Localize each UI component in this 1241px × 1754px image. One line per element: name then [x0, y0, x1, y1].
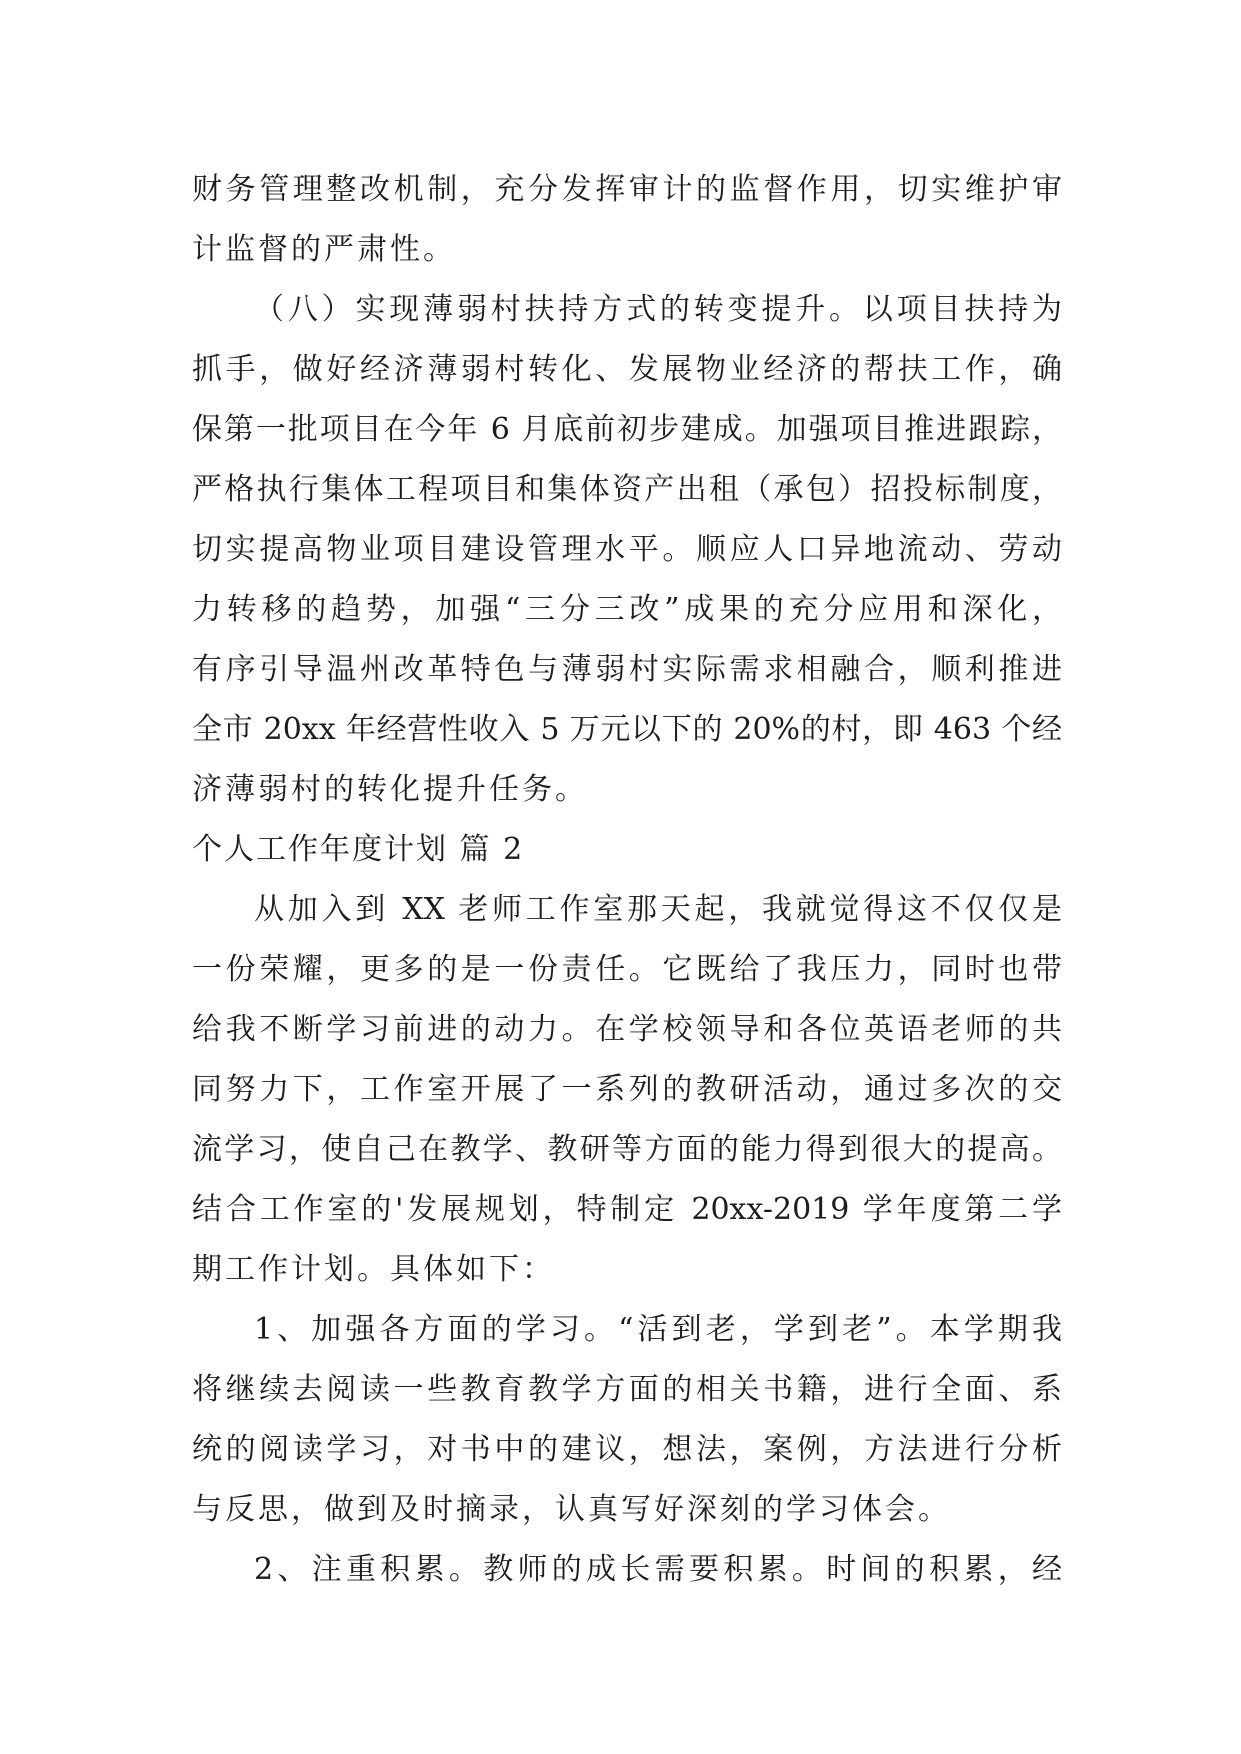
- text-line: 济薄弱村的转化提升任务。: [192, 772, 588, 807]
- text-line: 2、注重积累。教师的成长需要积累。时间的积累，经: [254, 1552, 1062, 1587]
- text-line: （八）实现薄弱村扶持方式的转变提升。以项目扶持为: [254, 292, 1062, 327]
- text-line: 1、加强各方面的学习。“活到老，学到老”。本学期我: [254, 1312, 1062, 1347]
- text-line: 给我不断学习前进的动力。在学校领导和各位英语老师的共: [192, 1012, 1062, 1047]
- text-line: 从加入到 XX 老师工作室那天起，我就觉得这不仅仅是: [254, 892, 1062, 927]
- text-line: 结合工作室的'发展规划，特制定 20xx-2019 学年度第二学: [192, 1192, 1062, 1227]
- text-line: 严格执行集体工程项目和集体资产出租（承包）招投标制度，: [192, 472, 1062, 507]
- paragraph-item-1: [192, 1300, 1062, 1540]
- text-line: 力转移的趋势，加强“三分三改”成果的充分应用和深化，: [192, 592, 1062, 627]
- text-line: 将继续去阅读一些教育教学方面的相关书籍，进行全面、系: [192, 1372, 1062, 1407]
- text-line: 保第一批项目在今年 6 月底前初步建成。加强项目推进跟踪，: [192, 412, 1062, 447]
- text-line: 流学习，使自己在教学、教研等方面的能力得到很大的提高。: [192, 1132, 1062, 1167]
- heading-text: 个人工作年度计划 篇 2: [192, 832, 525, 867]
- paragraph-section-8: [192, 280, 1062, 820]
- paragraph-item-2: [192, 1540, 1062, 1600]
- text-line: 与反思，做到及时摘录，认真写好深刻的学习体会。: [192, 1492, 951, 1527]
- text-line: 全市 20xx 年经营性收入 5 万元以下的 20%的村，即 463 个经: [192, 712, 1062, 747]
- text-line: 有序引导温州改革特色与薄弱村实际需求相融合，顺利推进: [192, 652, 1062, 687]
- text-line: 计监督的严肃性。: [192, 232, 456, 267]
- text-line: 抓手，做好经济薄弱村转化、发展物业经济的帮扶工作，确: [192, 352, 1062, 387]
- text-line: 一份荣耀，更多的是一份责任。它既给了我压力，同时也带: [192, 952, 1062, 987]
- text-line: 同努力下，工作室开展了一系列的教研活动，通过多次的交: [192, 1072, 1062, 1107]
- document-body: [192, 160, 1062, 1600]
- paragraph-intro: [192, 880, 1062, 1300]
- text-line: 切实提高物业项目建设管理水平。顺应人口异地流动、劳动: [192, 532, 1062, 567]
- text-line: 财务管理整改机制，充分发挥审计的监督作用，切实维护审: [192, 172, 1062, 207]
- paragraph-continuation: [192, 160, 1062, 280]
- text-line: 统的阅读学习，对书中的建议，想法，案例，方法进行分析: [192, 1432, 1062, 1467]
- section-heading: [192, 820, 1062, 880]
- text-line: 期工作计划。具体如下：: [192, 1252, 555, 1287]
